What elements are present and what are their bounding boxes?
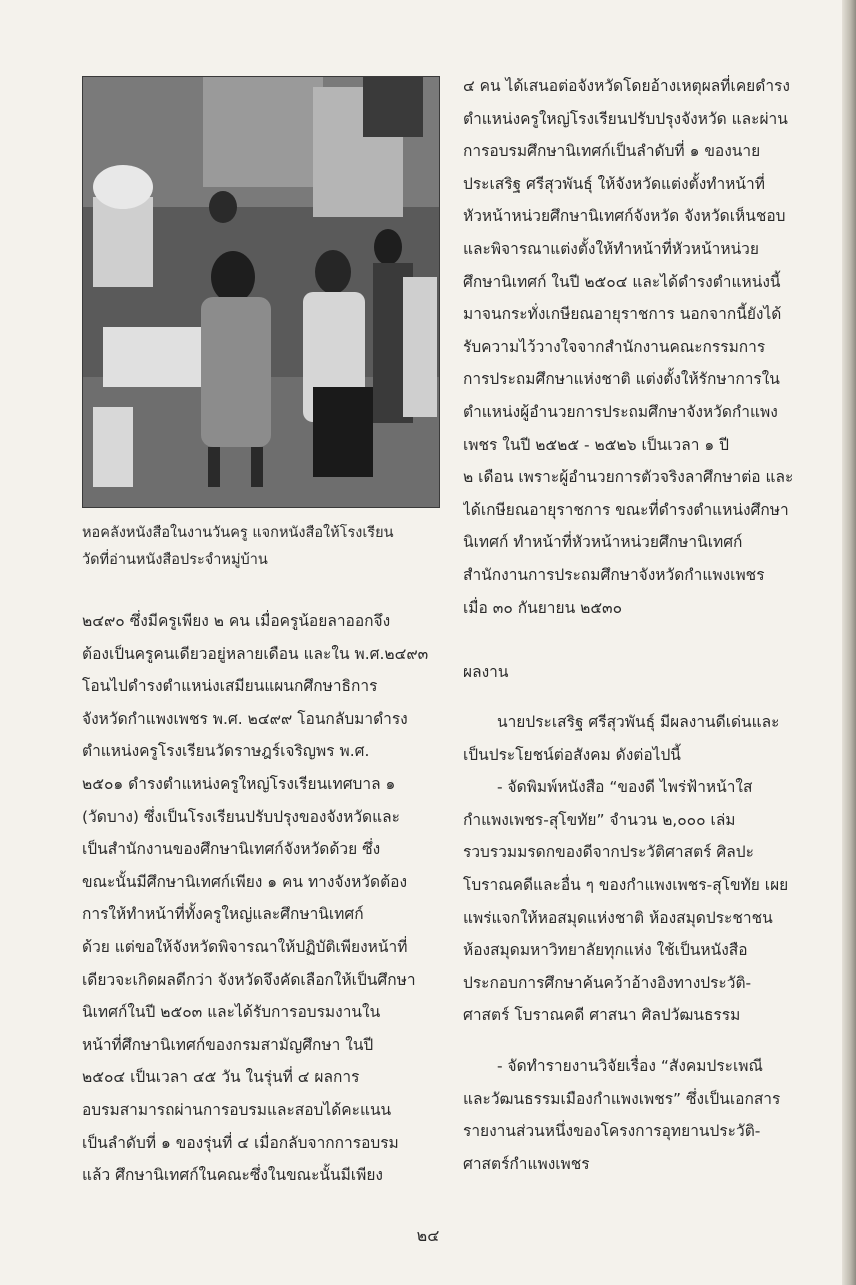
- text-line: ๒๕๐๑ ดำรงตำแหน่งครูใหญ่โรงเรียนเทศบาล ๑: [82, 774, 396, 793]
- text-line: ได้เกษียณอายุราชการ ขณะที่ดำรงตำแหน่งศึกษา: [463, 500, 789, 519]
- text-line: ๒ เดือน เพราะผู้อำนวยการตัวจริงลาศึกษาต่อ และ: [463, 468, 794, 487]
- paragraph-2: [463, 706, 831, 771]
- text-line: เป็นลำดับที่ ๑ ของรุ่นที่ ๔ เมื่อกลับจากการอบรม: [82, 1133, 399, 1152]
- text-line: และวัฒนธรรมเมืองกำแพงเพชร” ซึ่งเป็นเอกสาร: [463, 1089, 781, 1108]
- paragraph-1: [463, 70, 831, 624]
- text-line: การอบรมศึกษานิเทศก์เป็นลำดับที่ ๑ ของนาย: [463, 142, 761, 161]
- text-line: การประถมศึกษาแห่งชาติ แต่งตั้งให้รักษาการใน: [463, 370, 780, 389]
- text-line: ตำแหน่งผู้อำนวยการประถมศึกษาจังหวัดกำแพง: [463, 402, 778, 421]
- text-line: แล้ว ศึกษานิเทศก์ในคณะซึ่งในขณะนั้นมีเพียง: [82, 1166, 383, 1185]
- text-line: ตำแหน่งครูโรงเรียนวัดราษฎร์เจริญพร พ.ศ.: [82, 742, 370, 761]
- book-spine-shadow: [842, 0, 856, 1285]
- text-line: แพร่แจกให้หอสมุดแห่งชาติ ห้องสมุดประชาชน: [463, 908, 773, 927]
- text-line: สำนักงานการประถมศึกษาจังหวัดกำแพงเพชร: [463, 565, 765, 584]
- text-line: หัวหน้าหน่วยศึกษานิเทศก์จังหวัด จังหวัดเห็นชอบ: [463, 207, 786, 226]
- text-line: ๒๔๙๐ ซึ่งมีครูเพียง ๒ คน เมื่อครูน้อยลาออกจึง: [82, 612, 391, 630]
- page-number: ๒๔: [416, 1226, 440, 1245]
- right-column: [463, 70, 831, 1180]
- text-line: มาจนกระทั่งเกษียณอายุราชการ นอกจากนี้ยังได้: [463, 305, 782, 324]
- text-line: โบราณคดีและอื่น ๆ ของกำแพงเพชร-สุโขทัย เผย: [463, 876, 789, 895]
- text-line: ศาสตร์ โบราณคดี ศาสนา ศิลปวัฒนธรรม: [463, 1006, 741, 1025]
- text-line: ประเสริฐ ศรีสุวพันธุ์ ให้จังหวัดแต่งตั้งทำหน้าที่: [463, 174, 765, 193]
- text-line: ต้องเป็นครูคนเดียวอยู่หลายเดือน และใน พ.ศ.๒๔๙๓: [82, 644, 429, 663]
- photo-caption: [82, 520, 440, 574]
- text-line: - จัดทำรายงานวิจัยเรื่อง “สังคมประเพณี: [497, 1057, 763, 1076]
- text-line: เมื่อ ๓๐ กันยายน ๒๕๓๐: [463, 598, 623, 617]
- text-line: รวบรวมมรดกของดีจากประวัติศาสตร์ ศิลปะ: [463, 843, 754, 862]
- text-line: เดียวจะเกิดผลดีกว่า จังหวัดจึงคัดเลือกให้เป็นศึกษา: [82, 970, 416, 989]
- text-line: และพิจารณาแต่งตั้งให้ทำหน้าที่หัวหน้าหน่วย: [463, 239, 759, 258]
- text-line: ๔ คน ได้เสนอต่อจังหวัดโดยอ้างเหตุผลที่เคยดำรง: [463, 77, 790, 95]
- caption-line: หอคลังหนังสือในงานวันครู แจกหนังสือให้โรงเรียน: [82, 525, 394, 541]
- photograph-icon: [83, 77, 439, 507]
- text-line: โอนไปดำรงตำแหน่งเสมียนแผนกศึกษาธิการ: [82, 677, 378, 696]
- text-line: (วัดบาง) ซึ่งเป็นโรงเรียนปรับปรุงของจังหวัดและ: [82, 807, 400, 826]
- paragraph-4: [463, 1050, 831, 1180]
- text-line: นิเทศก์ในปี ๒๕๐๓ และได้รับการอบรมงานใน: [82, 1003, 381, 1022]
- text-line: หน้าที่ศึกษานิเทศก์ของกรมสามัญศึกษา ในปี: [82, 1035, 374, 1054]
- section-heading: ผลงาน: [463, 663, 509, 682]
- text-line: - จัดพิมพ์หนังสือ “ของดี ไพร่ฟ้าหน้าใส: [497, 778, 753, 797]
- text-line: นิเทศก์ ทำหน้าที่หัวหน้าหน่วยศึกษานิเทศก์: [463, 533, 743, 552]
- text-line: ตำแหน่งครูใหญ่โรงเรียนปรับปรุงจังหวัด และผ่าน: [463, 109, 788, 128]
- text-line: เป็นประโยชน์ต่อสังคม ดังต่อไปนี้: [463, 745, 681, 764]
- text-line: ขณะนั้นมีศึกษานิเทศก์เพียง ๑ คน ทางจังหวัดต้อง: [82, 872, 408, 891]
- text-line: เพชร ในปี ๒๕๒๕ - ๒๕๒๖ เป็นเวลา ๑ ปี: [463, 435, 729, 454]
- caption-line: วัดที่อ่านหนังสือประจำหมู่บ้าน: [82, 552, 268, 568]
- text-line: เป็นสำนักงานของศึกษานิเทศก์จังหวัดด้วย ซึ่ง: [82, 840, 381, 859]
- text-line: รายงานส่วนหนึ่งของโครงการอุทยานประวัติ-: [463, 1122, 761, 1141]
- text-line: ศาสตร์กำแพงเพชร: [463, 1154, 590, 1173]
- text-line: นายประเสริฐ ศรีสุวพันธุ์ มีผลงานดีเด่นและ: [497, 713, 780, 732]
- left-column: [82, 605, 440, 1192]
- text-line: อบรมสามารถผ่านการอบรมและสอบได้คะแนน: [82, 1100, 392, 1119]
- event-photograph: [82, 76, 440, 508]
- text-line: ห้องสมุดมหาวิทยาลัยทุกแห่ง ใช้เป็นหนังสือ: [463, 941, 748, 960]
- text-line: รับความไว้วางใจจากสำนักงานคณะกรรมการ: [463, 337, 766, 356]
- text-line: ด้วย แต่ขอให้จังหวัดพิจารณาให้ปฏิบัติเพียงหน้าที่: [82, 937, 408, 956]
- text-line: ๒๕๐๔ เป็นเวลา ๔๕ วัน ในรุ่นที่ ๔ ผลการ: [82, 1068, 360, 1087]
- text-line: กำแพงเพชร-สุโขทัย” จำนวน ๒,๐๐๐ เล่ม: [463, 810, 736, 829]
- text-line: การให้ทำหน้าที่ทั้งครูใหญ่และศึกษานิเทศก์: [82, 905, 364, 924]
- text-line: ศึกษานิเทศก์ ในปี ๒๕๐๔ และได้ดำรงตำแหน่งนี้: [463, 272, 781, 291]
- text-line: จังหวัดกำแพงเพชร พ.ศ. ๒๔๙๙ โอนกลับมาดำรง: [82, 709, 408, 728]
- text-line: ประกอบการศึกษาค้นคว้าอ้างอิงทางประวัติ-: [463, 973, 752, 992]
- paragraph-3: [463, 771, 831, 1032]
